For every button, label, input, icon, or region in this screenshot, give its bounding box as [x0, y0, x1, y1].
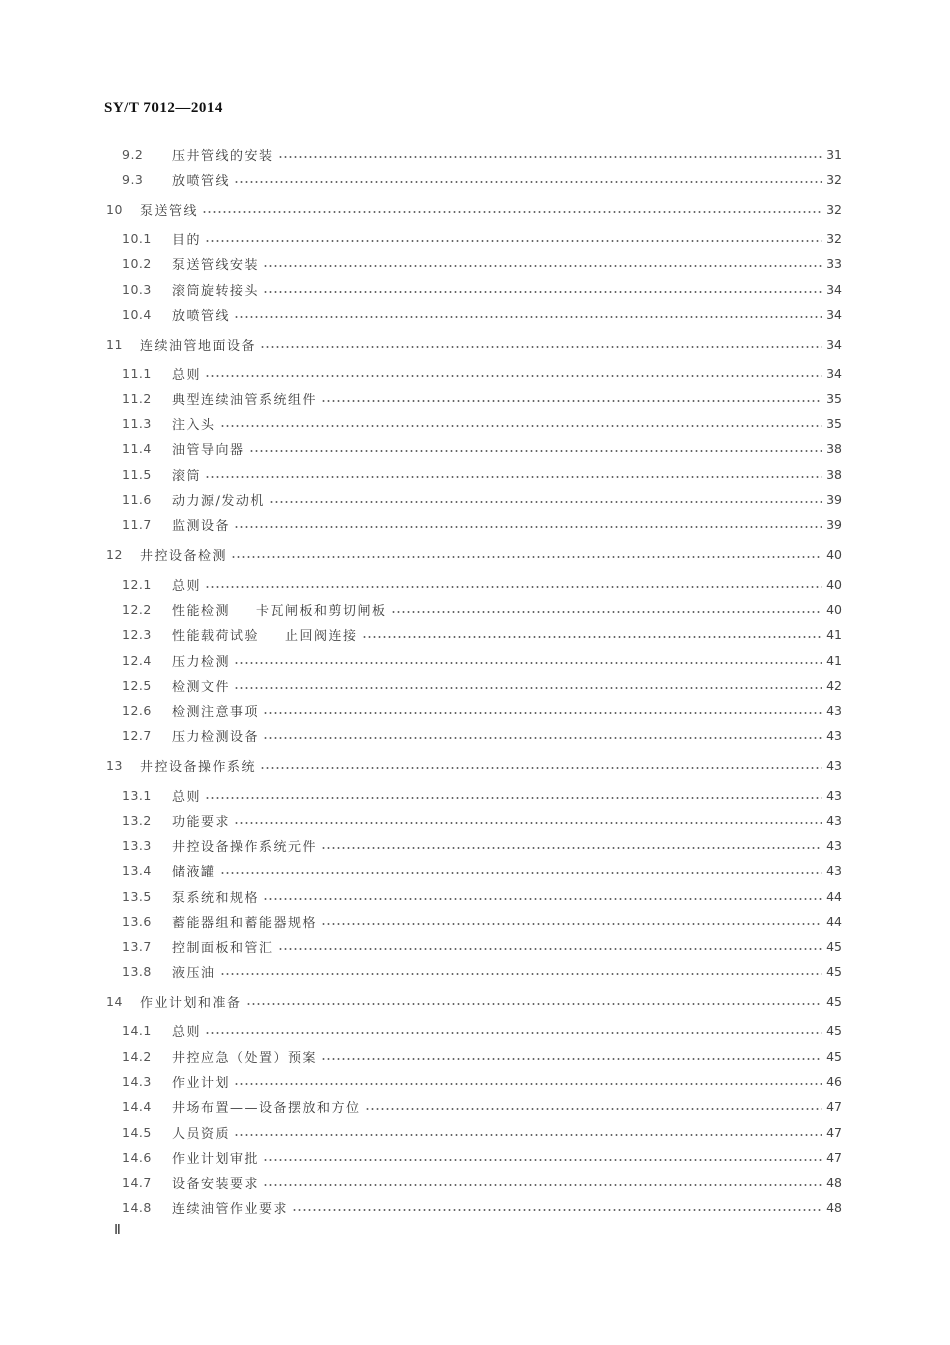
toc-title-text: 控制面板和管汇	[172, 940, 274, 956]
toc-page-number: 48	[826, 1199, 842, 1215]
toc-section-number: 12.4	[122, 652, 152, 668]
toc-entry[interactable]	[106, 199, 842, 219]
toc-entry[interactable]	[122, 304, 842, 324]
toc-leader-dots	[246, 1003, 823, 1005]
toc-page-number: 43	[826, 812, 842, 828]
toc-section-title	[172, 170, 230, 189]
toc-title-text: 泵送管线	[140, 203, 199, 219]
toc-section-number: 11.2	[122, 390, 152, 406]
toc-entry[interactable]	[122, 438, 842, 458]
toc-entry[interactable]	[122, 464, 842, 484]
toc-title-text: 滚筒旋转接头	[172, 283, 260, 299]
toc-page-number: 32	[826, 230, 842, 246]
toc-leader-dots	[205, 1032, 822, 1034]
toc-entry[interactable]	[122, 228, 842, 248]
toc-title-text: 蓄能器组和蓄能器规格	[172, 915, 318, 931]
toc-leader-dots	[391, 611, 823, 613]
toc-section-title	[172, 465, 201, 484]
toc-page-number: 32	[826, 171, 842, 187]
toc-leader-dots	[263, 737, 822, 739]
toc-leader-dots	[263, 1159, 822, 1161]
toc-entry[interactable]	[122, 1147, 842, 1167]
toc-leader-dots	[205, 586, 822, 588]
toc-section-title	[140, 200, 198, 219]
toc-section-title	[172, 1072, 230, 1091]
toc-section-title	[172, 962, 216, 981]
toc-page-number: 33	[826, 255, 842, 271]
toc-entry[interactable]	[122, 253, 842, 273]
toc-title-text: 压力检测	[172, 654, 231, 670]
toc-title-text: 性能载荷试验	[172, 628, 260, 644]
toc-section-number: 11.6	[122, 491, 152, 507]
toc-section-number: 11.5	[122, 466, 152, 482]
toc-page-number: 40	[826, 576, 842, 592]
toc-section-number: 12.3	[122, 626, 152, 642]
toc-page-number: 43	[826, 727, 842, 743]
toc-page-number: 34	[826, 365, 842, 381]
toc-page-number: 47	[826, 1124, 842, 1140]
toc-page-number: 35	[826, 390, 842, 406]
toc-section-number: 11.1	[122, 365, 152, 381]
toc-section-number: 13.6	[122, 913, 152, 929]
toc-entry[interactable]	[122, 144, 842, 164]
toc-leader-dots	[220, 425, 823, 427]
toc-section-number: 14.5	[122, 1124, 152, 1140]
toc-entry[interactable]	[122, 725, 842, 745]
toc-section-title	[172, 937, 274, 956]
toc-page-number: 44	[826, 913, 842, 929]
toc-title-text: 井场布置——设备摆放和方位	[172, 1100, 361, 1116]
toc-title-text: 作业计划	[172, 1075, 231, 1091]
toc-section-title	[172, 726, 259, 745]
toc-page-number: 40	[826, 546, 842, 562]
toc-title-text: 总则	[172, 789, 202, 805]
toc-page-number: 41	[826, 652, 842, 668]
toc-title-subtext: 止回阀连接	[285, 628, 358, 644]
toc-leader-dots	[260, 346, 822, 348]
toc-section-number: 13.2	[122, 812, 152, 828]
toc-section-number: 14.7	[122, 1174, 152, 1190]
toc-section-title	[172, 305, 230, 324]
toc-page-number: 35	[826, 415, 842, 431]
toc-title-text: 总则	[172, 578, 202, 594]
toc-title-text: 压力检测设备	[172, 729, 260, 745]
toc-section-number: 12.1	[122, 576, 152, 592]
toc-section-number: 14.3	[122, 1073, 152, 1089]
toc-section-number: 10.3	[122, 281, 152, 297]
toc-section-number: 14	[106, 993, 123, 1009]
toc-section-title	[172, 280, 259, 299]
toc-entry[interactable]	[122, 279, 842, 299]
toc-section-number: 13.7	[122, 938, 152, 954]
toc-title-text: 设备安装要求	[172, 1176, 260, 1192]
toc-entry[interactable]	[122, 1172, 842, 1192]
toc-section-number: 10.1	[122, 230, 152, 246]
toc-entry[interactable]	[122, 1096, 842, 1116]
toc-section-number: 13.8	[122, 963, 152, 979]
toc-leader-dots	[263, 291, 822, 293]
toc-section-number: 13.3	[122, 837, 152, 853]
toc-page-number: 45	[826, 1048, 842, 1064]
toc-page-number: 43	[826, 862, 842, 878]
toc-title-text: 井控应急（处置）预案	[172, 1050, 318, 1066]
toc-page-number: 45	[826, 1022, 842, 1038]
toc-page-number: 45	[826, 963, 842, 979]
toc-leader-dots	[269, 501, 822, 503]
toc-leader-dots	[263, 265, 822, 267]
toc-entry[interactable]	[106, 544, 842, 564]
toc-section-number: 14.8	[122, 1199, 152, 1215]
toc-title-text: 连续油管作业要求	[172, 1201, 289, 1217]
toc-section-title	[172, 811, 230, 830]
toc-title-text: 目的	[172, 232, 202, 248]
toc-section-title	[172, 1198, 288, 1217]
toc-section-number: 12.5	[122, 677, 152, 693]
toc-title-text: 油管导向器	[172, 442, 245, 458]
toc-leader-dots	[365, 1108, 823, 1110]
toc-section-title	[172, 575, 201, 594]
toc-section-number: 11.3	[122, 415, 152, 431]
toc-leader-dots	[263, 712, 822, 714]
toc-entry[interactable]	[122, 700, 842, 720]
toc-section-title	[172, 676, 230, 695]
toc-entry[interactable]	[106, 991, 842, 1011]
toc-section-title	[172, 887, 259, 906]
toc-title-text: 滚筒	[172, 468, 202, 484]
toc-section-title	[172, 145, 274, 164]
toc-section-title	[172, 1047, 317, 1066]
toc-section-number: 14.6	[122, 1149, 152, 1165]
toc-section-number: 11	[106, 336, 123, 352]
toc-page-number: 45	[826, 938, 842, 954]
standard-code: SY/T 7012—2014	[104, 100, 223, 116]
toc-section-number: 11.4	[122, 440, 152, 456]
toc-entry[interactable]	[122, 936, 842, 956]
toc-leader-dots	[234, 662, 822, 664]
toc-entry[interactable]	[122, 574, 842, 594]
toc-section-number: 12.2	[122, 601, 152, 617]
toc-section-title	[172, 861, 216, 880]
toc-section-title	[172, 600, 387, 619]
toc-section-title	[172, 490, 265, 509]
toc-section-title	[172, 1123, 230, 1142]
toc-leader-dots	[234, 316, 822, 318]
toc-entry[interactable]	[122, 1020, 842, 1040]
toc-section-number: 13.5	[122, 888, 152, 904]
toc-leader-dots	[278, 948, 823, 950]
toc-title-text: 动力源/发动机	[172, 493, 265, 509]
toc-leader-dots	[205, 375, 822, 377]
toc-page-number: 47	[826, 1098, 842, 1114]
toc-leader-dots	[321, 847, 822, 849]
toc-section-number: 10.4	[122, 306, 152, 322]
toc-entry[interactable]	[122, 911, 842, 931]
toc-page-number: 43	[826, 702, 842, 718]
toc-leader-dots	[205, 797, 822, 799]
toc-entry[interactable]	[122, 650, 842, 670]
toc-leader-dots	[249, 450, 823, 452]
toc-leader-dots	[234, 1134, 822, 1136]
toc-leader-dots	[234, 687, 822, 689]
toc-leader-dots	[263, 898, 822, 900]
toc-entry[interactable]	[122, 624, 842, 644]
toc-page-number: 43	[826, 757, 842, 773]
toc-page-number: 47	[826, 1149, 842, 1165]
toc-entry[interactable]	[122, 599, 842, 619]
toc-section-number: 13	[106, 757, 123, 773]
toc-page-number: 38	[826, 466, 842, 482]
toc-title-text: 监测设备	[172, 518, 231, 534]
toc-leader-dots	[263, 1184, 822, 1186]
toc-section-number: 14.1	[122, 1022, 152, 1038]
toc-section-number: 12.6	[122, 702, 152, 718]
toc-entry[interactable]	[122, 810, 842, 830]
toc-entry[interactable]	[106, 755, 842, 775]
toc-page-number: 38	[826, 440, 842, 456]
toc-page-number: 40	[826, 601, 842, 617]
toc-leader-dots	[234, 1083, 822, 1085]
toc-entry[interactable]	[122, 489, 842, 509]
toc-page-number: 32	[826, 201, 842, 217]
toc-section-title	[172, 1173, 259, 1192]
toc-section-number: 11.7	[122, 516, 152, 532]
toc-section-title	[172, 625, 358, 644]
toc-leader-dots	[205, 240, 822, 242]
toc-title-text: 作业计划审批	[172, 1151, 260, 1167]
toc-section-title	[140, 545, 227, 564]
toc-section-number: 12	[106, 546, 123, 562]
toc-entry[interactable]	[122, 675, 842, 695]
toc-entry[interactable]	[122, 1197, 842, 1217]
toc-section-title	[172, 389, 317, 408]
toc-leader-dots	[321, 400, 822, 402]
toc-entry[interactable]	[122, 785, 842, 805]
toc-entry[interactable]	[122, 1122, 842, 1142]
toc-title-text: 检测文件	[172, 679, 231, 695]
toc-title-text: 连续油管地面设备	[140, 338, 257, 354]
toc-section-title	[172, 229, 201, 248]
toc-leader-dots	[278, 156, 823, 158]
toc-title-text: 性能检测	[172, 603, 231, 619]
toc-title-text: 压井管线的安装	[172, 148, 274, 164]
toc-section-title	[172, 1097, 361, 1116]
toc-section-number: 10.2	[122, 255, 152, 271]
toc-leader-dots	[234, 526, 822, 528]
toc-page-number: 34	[826, 336, 842, 352]
toc-section-title	[172, 701, 259, 720]
toc-title-text: 检测注意事项	[172, 704, 260, 720]
toc-section-number: 10	[106, 201, 123, 217]
toc-entry[interactable]	[122, 1071, 842, 1091]
toc-section-title	[172, 1021, 201, 1040]
toc-entry[interactable]	[122, 514, 842, 534]
toc-leader-dots	[362, 636, 823, 638]
toc-section-title	[172, 439, 245, 458]
toc-leader-dots	[220, 872, 823, 874]
toc-leader-dots	[234, 822, 822, 824]
toc-page-number: 31	[826, 146, 842, 162]
toc-section-title	[172, 515, 230, 534]
toc-page-number: 45	[826, 993, 842, 1009]
toc-leader-dots	[205, 476, 822, 478]
toc-page-number: 42	[826, 677, 842, 693]
toc-section-title	[172, 414, 216, 433]
toc-leader-dots	[234, 181, 822, 183]
toc-entry[interactable]	[106, 334, 842, 354]
toc-page-number: 43	[826, 837, 842, 853]
toc-title-text: 放喷管线	[172, 308, 231, 324]
toc-leader-dots	[220, 973, 823, 975]
toc-section-title	[172, 912, 317, 931]
toc-title-text: 储液罐	[172, 864, 216, 880]
toc-section-number: 14.2	[122, 1048, 152, 1064]
toc-page-number: 41	[826, 626, 842, 642]
toc-section-number: 12.7	[122, 727, 152, 743]
toc-section-title	[172, 786, 201, 805]
toc-page-number: 34	[826, 306, 842, 322]
toc-section-title	[172, 1148, 259, 1167]
toc-section-title	[140, 756, 256, 775]
toc-section-number: 14.4	[122, 1098, 152, 1114]
toc-title-text: 人员资质	[172, 1126, 231, 1142]
toc-section-number: 13.4	[122, 862, 152, 878]
toc-entry[interactable]	[122, 169, 842, 189]
toc-leader-dots	[321, 923, 822, 925]
toc-entry[interactable]	[122, 363, 842, 383]
toc-page-number: 39	[826, 516, 842, 532]
toc-title-text: 液压油	[172, 965, 216, 981]
toc-title-text: 作业计划和准备	[140, 995, 242, 1011]
toc-section-number: 9.2	[122, 146, 144, 162]
toc-leader-dots	[260, 767, 822, 769]
toc-title-text: 总则	[172, 1024, 202, 1040]
toc-title-text: 注入头	[172, 417, 216, 433]
toc-title-text: 泵送管线安装	[172, 257, 260, 273]
toc-section-title	[172, 364, 201, 383]
toc-section-title	[140, 335, 256, 354]
toc-title-text: 泵系统和规格	[172, 890, 260, 906]
toc-title-text: 功能要求	[172, 814, 231, 830]
toc-entry[interactable]	[122, 886, 842, 906]
toc-entry[interactable]	[122, 961, 842, 981]
toc-page-number: 44	[826, 888, 842, 904]
toc-section-title	[172, 651, 230, 670]
toc-page-number: 34	[826, 281, 842, 297]
toc-title-text: 井控设备检测	[140, 548, 228, 564]
toc-page-number: 43	[826, 787, 842, 803]
toc-leader-dots	[231, 556, 822, 558]
page-number: Ⅱ	[114, 1223, 121, 1238]
toc-leader-dots	[321, 1058, 822, 1060]
toc-title-text: 总则	[172, 367, 202, 383]
toc-section-title	[172, 254, 259, 273]
toc-title-text: 井控设备操作系统元件	[172, 839, 318, 855]
toc-entry[interactable]	[122, 835, 842, 855]
toc-entry[interactable]	[122, 1046, 842, 1066]
toc-entry[interactable]	[122, 388, 842, 408]
toc-entry[interactable]	[122, 413, 842, 433]
toc-section-number: 9.3	[122, 171, 144, 187]
toc-page-number: 48	[826, 1174, 842, 1190]
toc-section-title	[172, 836, 317, 855]
toc-section-number: 13.1	[122, 787, 152, 803]
toc-title-text: 放喷管线	[172, 173, 231, 189]
toc-section-title	[140, 992, 242, 1011]
toc-title-subtext: 卡瓦闸板和剪切闸板	[256, 603, 387, 619]
toc-leader-dots	[202, 211, 822, 213]
toc-leader-dots	[292, 1209, 822, 1211]
toc-page-number: 39	[826, 491, 842, 507]
toc-entry[interactable]	[122, 860, 842, 880]
toc-title-text: 典型连续油管系统组件	[172, 392, 318, 408]
toc-title-text: 井控设备操作系统	[140, 759, 257, 775]
toc-page-number: 46	[826, 1073, 842, 1089]
